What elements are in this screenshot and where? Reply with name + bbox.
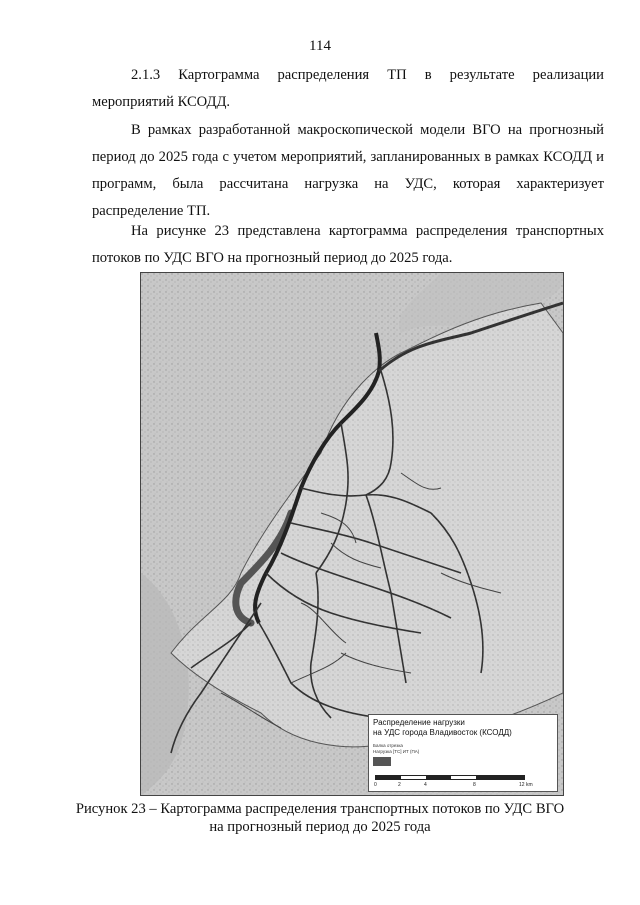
map-legend — [368, 714, 558, 792]
legend-title-line1: Распределение нагрузки — [373, 718, 465, 727]
legend-title — [373, 718, 512, 738]
legend-title-line2: на УДС города Владивосток (КСОДД) — [373, 728, 512, 737]
section-title-word: Картограмма — [178, 67, 260, 83]
paragraph-model: В рамках разработанной макроскопической модели ВГО на прогнозный период до 2025 года с учетом мероприятий, запланированных в рамках КСОДД и программ, была рассчитана нагрузка на УДС, которая характеризует распределение ТП. — [92, 122, 604, 219]
scale-segment — [476, 776, 524, 779]
section-title-word: результате — [449, 67, 515, 83]
scale-label: 8 — [473, 782, 476, 788]
scale-bar — [375, 775, 525, 780]
legend-load-swatch — [373, 757, 391, 766]
section-title-word: в — [424, 67, 432, 83]
figure-caption-line2: на прогнозный период до 2025 года — [209, 819, 431, 835]
legend-subtitle-line2: Нагрузка [ТС] ИТ (ПА) — [373, 749, 420, 754]
scale-label: 2 — [398, 782, 401, 788]
figure-caption-line1: Рисунок 23 – Картограмма распределения транспортных потоков по УДС ВГО — [75, 801, 565, 817]
scale-label: 12 km — [519, 782, 533, 788]
section-heading — [92, 62, 604, 116]
paragraph-figure-ref: На рисунке 23 представлена картограмма распределения транспортных потоков по УДС ВГО на прогнозный период до 2025 года. — [92, 223, 604, 266]
section-title-continuation: мероприятий КСОДД. — [92, 94, 231, 110]
scale-segment — [426, 776, 451, 779]
section-title-word: ТП — [387, 67, 407, 83]
scale-segment — [376, 776, 401, 779]
section-title-word: реализации — [532, 67, 604, 83]
legend-subtitle-line1: Балка отрезка — [373, 743, 403, 748]
page-number: 114 — [309, 38, 331, 54]
section-number: 2.1.3 — [131, 67, 161, 83]
scale-label: 4 — [424, 782, 427, 788]
section-title-word: распределения — [277, 67, 370, 83]
section-title-line — [92, 62, 604, 89]
scale-label: 0 — [374, 782, 377, 788]
